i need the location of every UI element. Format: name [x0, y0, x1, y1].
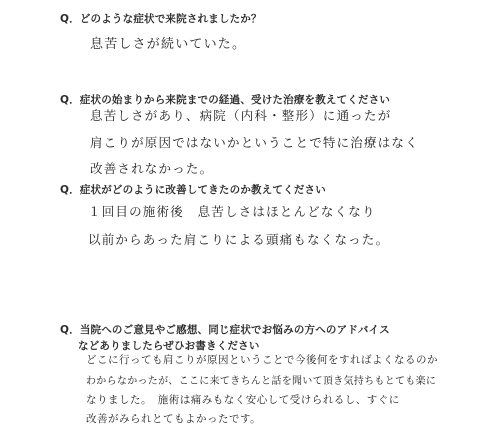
answer-2-line-2: 肩こりが原因ではないかということで特に治療はなく — [90, 135, 419, 150]
question-4-label-line-2: などありましたらぜひお書きください — [78, 340, 260, 352]
answer-4-line-3: なりました。 施術は痛みもなく安心して受けられるし、すぐに — [86, 394, 400, 406]
answer-2-line-3: 改善されなかった。 — [90, 161, 214, 176]
question-2-label: Q．症状の始まりから来院までの経過、受けた治療を教えてください — [60, 94, 391, 106]
question-3-label: Q．症状がどのように改善してきたのか教えてください — [60, 184, 326, 196]
answer-2-line-1: 息苦しさがあり、病院（内科・整形）に通ったが — [90, 108, 392, 123]
answer-4-line-2: わからなかったが、ここに来てきちんと話を聞いて頂き気持ちもとても楽に — [86, 376, 437, 387]
answer-3-line-1: １回目の施術後 息苦しさはほとんどなくなり — [88, 204, 376, 219]
answer-3-line-2: 以前からあった肩こりによる頭痛もなくなった。 — [88, 232, 390, 247]
question-1-label: Q．どのような症状で来院されましたか？ — [60, 13, 262, 25]
answer-1-line-1: 息苦しさが続いていた。 — [90, 37, 247, 52]
answer-4-line-1: どこに行っても肩こりが原因ということで今後何をすればよくなるのか — [86, 354, 438, 366]
answer-4-line-4: 改善がみられとてもよかったです。 — [86, 413, 262, 425]
question-4-label: Q．当院へのご意見やご感想、同じ症状でお悩みの方へのアドバイス — [60, 324, 390, 336]
